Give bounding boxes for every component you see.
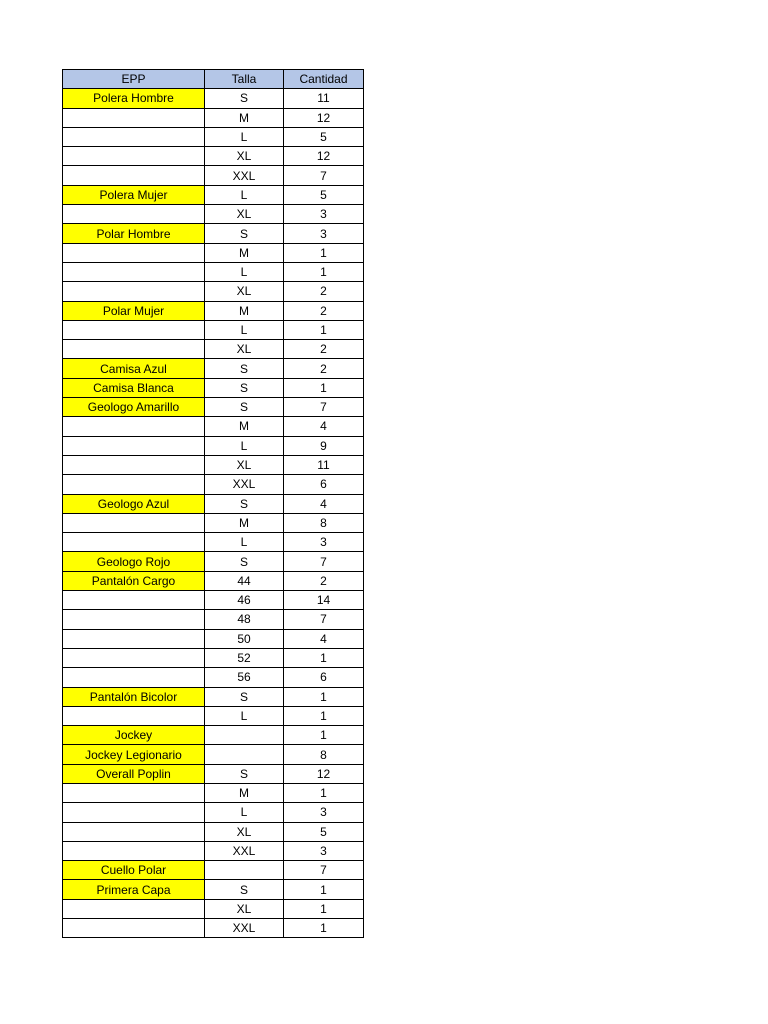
- cell-epp[interactable]: [63, 243, 205, 262]
- cell-cantidad[interactable]: 2: [284, 340, 364, 359]
- table-row: [63, 262, 364, 281]
- table-row: [63, 455, 364, 474]
- table-row: [63, 378, 364, 397]
- table-row: [63, 841, 364, 860]
- cell-epp[interactable]: [63, 475, 205, 494]
- table-body: [63, 89, 364, 938]
- cell-cantidad[interactable]: 7: [284, 398, 364, 417]
- cell-talla[interactable]: M: [205, 513, 284, 532]
- table-row: [63, 899, 364, 918]
- epp-inventory-table: [62, 69, 364, 938]
- cell-talla[interactable]: XL: [205, 822, 284, 841]
- cell-cantidad[interactable]: 1: [284, 880, 364, 899]
- table-row: [63, 320, 364, 339]
- table-row: [63, 436, 364, 455]
- table-row: [63, 861, 364, 880]
- cell-epp[interactable]: [63, 841, 205, 860]
- cell-cantidad[interactable]: 1: [284, 262, 364, 281]
- cell-talla[interactable]: XL: [205, 282, 284, 301]
- cell-cantidad[interactable]: 4: [284, 417, 364, 436]
- table-row: [63, 340, 364, 359]
- cell-talla[interactable]: L: [205, 262, 284, 281]
- header-talla[interactable]: Talla: [205, 70, 284, 89]
- table-row: [63, 591, 364, 610]
- cell-cantidad[interactable]: 2: [284, 571, 364, 590]
- cell-epp[interactable]: [63, 919, 205, 938]
- cell-talla[interactable]: L: [205, 320, 284, 339]
- cell-cantidad[interactable]: 2: [284, 359, 364, 378]
- cell-epp[interactable]: [63, 668, 205, 687]
- cell-epp[interactable]: Camisa Azul: [63, 359, 205, 378]
- table-row: [63, 571, 364, 590]
- cell-epp[interactable]: Polera Hombre: [63, 89, 205, 108]
- cell-talla[interactable]: S: [205, 764, 284, 783]
- cell-talla[interactable]: L: [205, 436, 284, 455]
- cell-talla[interactable]: S: [205, 552, 284, 571]
- cell-cantidad[interactable]: 12: [284, 108, 364, 127]
- cell-epp[interactable]: [63, 899, 205, 918]
- cell-talla[interactable]: S: [205, 494, 284, 513]
- cell-talla[interactable]: XL: [205, 147, 284, 166]
- cell-talla[interactable]: 44: [205, 571, 284, 590]
- cell-epp[interactable]: [63, 436, 205, 455]
- cell-epp[interactable]: Jockey Legionario: [63, 745, 205, 764]
- cell-talla[interactable]: M: [205, 301, 284, 320]
- cell-epp[interactable]: [63, 629, 205, 648]
- cell-epp[interactable]: [63, 282, 205, 301]
- table-row: [63, 108, 364, 127]
- table-row: [63, 648, 364, 667]
- table-row: [63, 687, 364, 706]
- cell-talla[interactable]: M: [205, 783, 284, 802]
- cell-talla[interactable]: XL: [205, 205, 284, 224]
- cell-talla[interactable]: 56: [205, 668, 284, 687]
- cell-epp[interactable]: [63, 262, 205, 281]
- cell-cantidad[interactable]: 1: [284, 320, 364, 339]
- cell-talla[interactable]: M: [205, 417, 284, 436]
- table-row: [63, 533, 364, 552]
- cell-epp[interactable]: [63, 706, 205, 725]
- cell-epp[interactable]: Overall Poplin: [63, 764, 205, 783]
- cell-epp[interactable]: [63, 803, 205, 822]
- cell-talla[interactable]: 48: [205, 610, 284, 629]
- table-row: [63, 745, 364, 764]
- table-row: [63, 494, 364, 513]
- cell-talla[interactable]: S: [205, 378, 284, 397]
- cell-cantidad[interactable]: 8: [284, 513, 364, 532]
- cell-epp[interactable]: [63, 320, 205, 339]
- cell-cantidad[interactable]: 5: [284, 822, 364, 841]
- table-row: [63, 610, 364, 629]
- cell-cantidad[interactable]: 8: [284, 745, 364, 764]
- table-row: [63, 513, 364, 532]
- cell-talla[interactable]: S: [205, 359, 284, 378]
- cell-talla[interactable]: L: [205, 127, 284, 146]
- cell-epp[interactable]: Primera Capa: [63, 880, 205, 899]
- cell-talla[interactable]: L: [205, 803, 284, 822]
- table-row: [63, 552, 364, 571]
- header-cantidad[interactable]: Cantidad: [284, 70, 364, 89]
- table-row: [63, 282, 364, 301]
- cell-talla[interactable]: L: [205, 533, 284, 552]
- cell-talla[interactable]: M: [205, 243, 284, 262]
- cell-epp[interactable]: [63, 513, 205, 532]
- cell-talla[interactable]: 46: [205, 591, 284, 610]
- cell-epp[interactable]: [63, 127, 205, 146]
- table-row: [63, 301, 364, 320]
- cell-cantidad[interactable]: 3: [284, 533, 364, 552]
- cell-epp[interactable]: [63, 783, 205, 802]
- cell-epp[interactable]: Geologo Azul: [63, 494, 205, 513]
- cell-epp[interactable]: Polera Mujer: [63, 185, 205, 204]
- cell-cantidad[interactable]: 6: [284, 475, 364, 494]
- cell-talla[interactable]: XXL: [205, 919, 284, 938]
- table-row: [63, 224, 364, 243]
- cell-epp[interactable]: [63, 648, 205, 667]
- table-row: [63, 359, 364, 378]
- cell-talla[interactable]: S: [205, 880, 284, 899]
- cell-epp[interactable]: Geologo Amarillo: [63, 398, 205, 417]
- cell-epp[interactable]: [63, 533, 205, 552]
- cell-talla[interactable]: [205, 726, 284, 745]
- cell-cantidad[interactable]: 7: [284, 552, 364, 571]
- cell-talla[interactable]: S: [205, 687, 284, 706]
- cell-talla[interactable]: [205, 861, 284, 880]
- cell-talla[interactable]: [205, 745, 284, 764]
- table-row: [63, 89, 364, 108]
- cell-cantidad[interactable]: 3: [284, 803, 364, 822]
- cell-cantidad[interactable]: 14: [284, 591, 364, 610]
- cell-talla[interactable]: 50: [205, 629, 284, 648]
- cell-cantidad[interactable]: 1: [284, 783, 364, 802]
- cell-epp[interactable]: Cuello Polar: [63, 861, 205, 880]
- cell-epp[interactable]: [63, 108, 205, 127]
- cell-cantidad[interactable]: 3: [284, 841, 364, 860]
- table-row: [63, 822, 364, 841]
- cell-cantidad[interactable]: 2: [284, 282, 364, 301]
- table-row: [63, 147, 364, 166]
- cell-epp[interactable]: [63, 822, 205, 841]
- cell-cantidad[interactable]: 1: [284, 919, 364, 938]
- cell-cantidad[interactable]: 11: [284, 455, 364, 474]
- cell-epp[interactable]: [63, 166, 205, 185]
- cell-talla[interactable]: L: [205, 185, 284, 204]
- table-row: [63, 185, 364, 204]
- cell-cantidad[interactable]: 1: [284, 378, 364, 397]
- cell-epp[interactable]: Pantalón Cargo: [63, 571, 205, 590]
- cell-cantidad[interactable]: 3: [284, 224, 364, 243]
- cell-talla[interactable]: S: [205, 224, 284, 243]
- cell-cantidad[interactable]: 1: [284, 648, 364, 667]
- table-row: [63, 629, 364, 648]
- cell-cantidad[interactable]: 5: [284, 185, 364, 204]
- table-row: [63, 475, 364, 494]
- cell-cantidad[interactable]: 1: [284, 243, 364, 262]
- table-row: [63, 706, 364, 725]
- cell-cantidad[interactable]: 3: [284, 205, 364, 224]
- table-row: [63, 803, 364, 822]
- cell-cantidad[interactable]: 1: [284, 899, 364, 918]
- cell-epp[interactable]: [63, 147, 205, 166]
- cell-cantidad[interactable]: 6: [284, 668, 364, 687]
- cell-cantidad[interactable]: 7: [284, 166, 364, 185]
- table-row: [63, 783, 364, 802]
- cell-cantidad[interactable]: 7: [284, 861, 364, 880]
- cell-epp[interactable]: Pantalón Bicolor: [63, 687, 205, 706]
- cell-talla[interactable]: XL: [205, 455, 284, 474]
- cell-cantidad[interactable]: 4: [284, 494, 364, 513]
- table-row: [63, 880, 364, 899]
- cell-cantidad[interactable]: 9: [284, 436, 364, 455]
- cell-cantidad[interactable]: 1: [284, 687, 364, 706]
- cell-talla[interactable]: XXL: [205, 166, 284, 185]
- cell-talla[interactable]: XL: [205, 899, 284, 918]
- cell-talla[interactable]: L: [205, 706, 284, 725]
- table-row: [63, 127, 364, 146]
- table-row: [63, 919, 364, 938]
- cell-talla[interactable]: S: [205, 89, 284, 108]
- cell-epp[interactable]: Polar Mujer: [63, 301, 205, 320]
- cell-epp[interactable]: Polar Hombre: [63, 224, 205, 243]
- cell-epp[interactable]: [63, 610, 205, 629]
- table-row: [63, 166, 364, 185]
- cell-talla[interactable]: XL: [205, 340, 284, 359]
- cell-talla[interactable]: XXL: [205, 475, 284, 494]
- table-row: [63, 398, 364, 417]
- cell-cantidad[interactable]: 12: [284, 147, 364, 166]
- cell-epp[interactable]: [63, 455, 205, 474]
- cell-cantidad[interactable]: 12: [284, 764, 364, 783]
- cell-epp[interactable]: Geologo Rojo: [63, 552, 205, 571]
- cell-talla[interactable]: S: [205, 398, 284, 417]
- table-row: [63, 205, 364, 224]
- cell-epp[interactable]: [63, 340, 205, 359]
- header-epp[interactable]: EPP: [63, 70, 205, 89]
- header-row: [63, 70, 364, 89]
- cell-talla[interactable]: M: [205, 108, 284, 127]
- cell-epp[interactable]: Jockey: [63, 726, 205, 745]
- cell-talla[interactable]: 52: [205, 648, 284, 667]
- cell-epp[interactable]: [63, 205, 205, 224]
- table-row: [63, 764, 364, 783]
- cell-cantidad[interactable]: 1: [284, 726, 364, 745]
- cell-cantidad[interactable]: 2: [284, 301, 364, 320]
- cell-cantidad[interactable]: 1: [284, 706, 364, 725]
- cell-cantidad[interactable]: 11: [284, 89, 364, 108]
- cell-cantidad[interactable]: 4: [284, 629, 364, 648]
- cell-cantidad[interactable]: 5: [284, 127, 364, 146]
- cell-epp[interactable]: [63, 417, 205, 436]
- cell-cantidad[interactable]: 7: [284, 610, 364, 629]
- table-row: [63, 417, 364, 436]
- cell-epp[interactable]: Camisa Blanca: [63, 378, 205, 397]
- cell-epp[interactable]: [63, 591, 205, 610]
- table-row: [63, 668, 364, 687]
- cell-talla[interactable]: XXL: [205, 841, 284, 860]
- table-row: [63, 243, 364, 262]
- table-row: [63, 726, 364, 745]
